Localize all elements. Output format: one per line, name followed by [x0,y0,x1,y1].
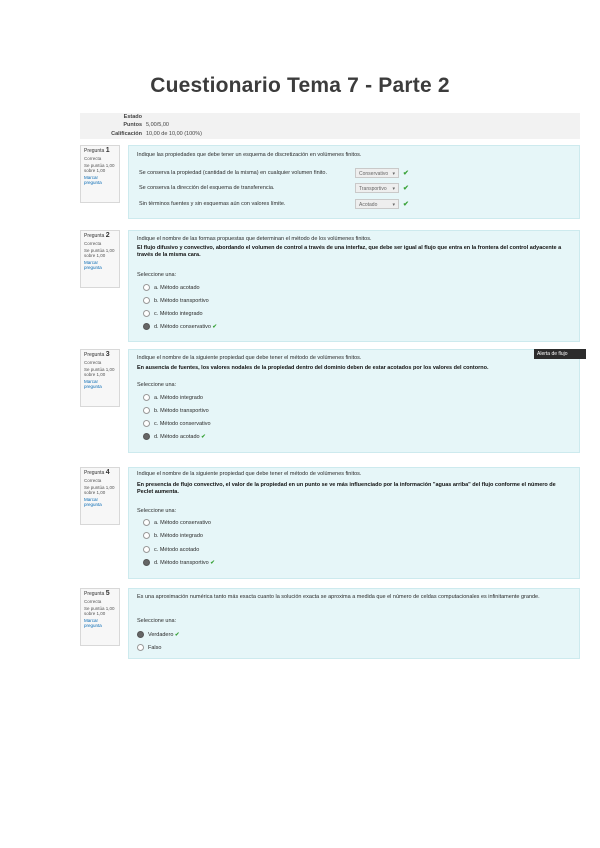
answer-option[interactable]: b. Método integrado [143,532,203,541]
question-info [80,230,120,288]
question-body [128,349,580,453]
match-select[interactable]: Transportivo ▾ [355,183,399,193]
question-body [128,467,580,579]
check-icon: ✔ [212,324,218,330]
question-text: Indique las propiedades que debe tener un esquema de discretización en volúmenes finitos. [137,152,362,158]
summary-row-grade [80,130,580,138]
question-points: Se puntúa 1,00 sobre 1,00 [84,367,115,377]
answer-option[interactable]: c. Método conservativo [143,420,211,429]
select-label: Seleccione una: [137,508,177,514]
summary-value: 5,00/5,00 [146,122,169,128]
radio-icon[interactable] [143,284,150,291]
question-points: Se puntúa 1,00 sobre 1,00 [84,163,115,173]
check-icon: ✔ [403,201,409,208]
radio-icon[interactable] [143,433,150,440]
summary-label: Calificación [111,131,142,137]
page-title: Cuestionario Tema 7 - Parte 2 [150,74,450,97]
summary-value: 10,00 de 10,00 (100%) [146,131,202,137]
check-icon: ✔ [201,434,206,440]
answer-option[interactable]: a. Método integrado [143,394,203,403]
select-label: Seleccione una: [137,272,177,278]
flag-question-link[interactable]: Marcar pregunta [84,260,102,270]
flag-question-link[interactable]: Marcar pregunta [84,618,102,628]
question-state: Correcta [84,360,102,365]
check-icon: ✔ [210,560,215,566]
question-body [128,588,580,659]
radio-icon[interactable] [143,310,150,317]
question-statement: En ausencia de fuentes, los valores nodales de la propiedad dentro del dominio deben de estar acotados por los valores del contorno. [137,365,489,371]
check-icon: ✔ [403,185,409,192]
summary-label: Estado [123,114,142,120]
answer-option[interactable]: d. Método acotado ✔ [143,433,206,442]
answer-option[interactable]: d. Método transportivo ✔ [143,559,215,568]
radio-icon[interactable] [143,559,150,566]
match-row [139,183,579,195]
question-text: Es una aproximación numérica tanto más exacta cuanto la solución exacta se aproxima a medida que el número de celdas computacionales es infinitamente grande. [137,594,540,600]
match-select[interactable]: Acotado ▾ [355,199,399,209]
question-points: Se puntúa 1,00 sobre 1,00 [84,606,115,616]
answer-option[interactable]: a. Método conservativo [143,519,211,528]
answer-option[interactable]: b. Método transportivo [143,297,209,306]
quiz-summary [80,113,580,139]
question-number: Pregunta 2 [84,232,110,239]
match-text: Se conserva la propiedad (cantidad de la misma) en cualquier volumen finito. [139,170,328,176]
summary-row-state [80,113,580,121]
question-state: Correcta [84,241,102,246]
question-number: Pregunta 4 [84,469,110,476]
chevron-down-icon: ▾ [392,202,395,208]
question-state: Correcta [84,599,102,604]
question-text: Indique el nombre de la siguiente propiedad que debe tener el método de volúmenes finitos. [137,355,362,361]
answer-option[interactable]: c. Método acotado [143,546,199,555]
question-text: Indique el nombre de la siguiente propiedad que debe tener el método de volúmenes finitos. [137,471,362,477]
radio-icon[interactable] [143,546,150,553]
question-statement: El flujo difusivo y convectivo, abordando el volumen de control a través de una interfaz, que debe ser igual al flujo que entra en la frontera del control adyacente a través de la misma cara. [137,245,562,258]
radio-icon[interactable] [137,644,144,651]
match-select[interactable]: Conservativo ▾ [355,168,399,178]
answer-option[interactable]: b. Método transportivo [143,407,209,416]
question-info [80,349,120,407]
check-icon: ✔ [174,632,180,638]
question-body [128,230,580,342]
radio-icon[interactable] [143,420,150,427]
radio-icon[interactable] [143,323,150,330]
flag-question-link[interactable]: Marcar pregunta [84,497,102,507]
question-points: Se puntúa 1,00 sobre 1,00 [84,485,115,495]
answer-option[interactable]: a. Método acotado [143,284,200,293]
flag-question-link[interactable]: Marcar pregunta [84,175,102,185]
question-state: Correcta [84,478,102,483]
tooltip: Alerta de flujo [534,349,586,359]
radio-icon[interactable] [137,631,144,638]
question-info [80,467,120,525]
match-row [139,199,579,211]
answer-option[interactable]: Falso [137,644,161,653]
question-number: Pregunta 5 [84,590,110,597]
match-text: Se conserva la dirección del esquema de transferencia. [139,185,275,191]
answer-option[interactable]: d. Método conservativo ✔ [143,323,217,332]
question-body [128,145,580,219]
radio-icon[interactable] [143,532,150,539]
radio-icon[interactable] [143,297,150,304]
answer-option[interactable]: c. Método integrado [143,310,203,319]
select-label: Seleccione una: [137,382,177,388]
question-state: Correcta [84,156,102,161]
chevron-down-icon: ▾ [392,186,395,192]
summary-label: Puntos [123,122,142,128]
question-points: Se puntúa 1,00 sobre 1,00 [84,248,115,258]
question-number: Pregunta 3 [84,351,110,358]
summary-row-points [80,121,580,129]
radio-icon[interactable] [143,394,150,401]
radio-icon[interactable] [143,519,150,526]
flag-question-link[interactable]: Marcar pregunta [84,379,102,389]
match-row [139,168,579,180]
check-icon: ✔ [403,170,409,177]
radio-icon[interactable] [143,407,150,414]
question-statement: En presencia de flujo convectivo, el valor de la propiedad en un punto se ve más influenciado por la información "aguas arriba" del flujo conforme el número de Peclet aumenta. [137,482,556,495]
answer-option[interactable]: Verdadero ✔ [137,631,180,640]
question-info [80,145,120,203]
question-number: Pregunta 1 [84,147,110,154]
question-info [80,588,120,646]
chevron-down-icon: ▾ [392,171,395,177]
match-text: Sin términos fuentes y sin esquemas aún con valores límite. [139,201,286,207]
select-label: Seleccione una: [137,618,177,624]
question-text: Indique el nombre de las formas propuestas que determinan el método de los volúmenes finitos. [137,236,372,242]
